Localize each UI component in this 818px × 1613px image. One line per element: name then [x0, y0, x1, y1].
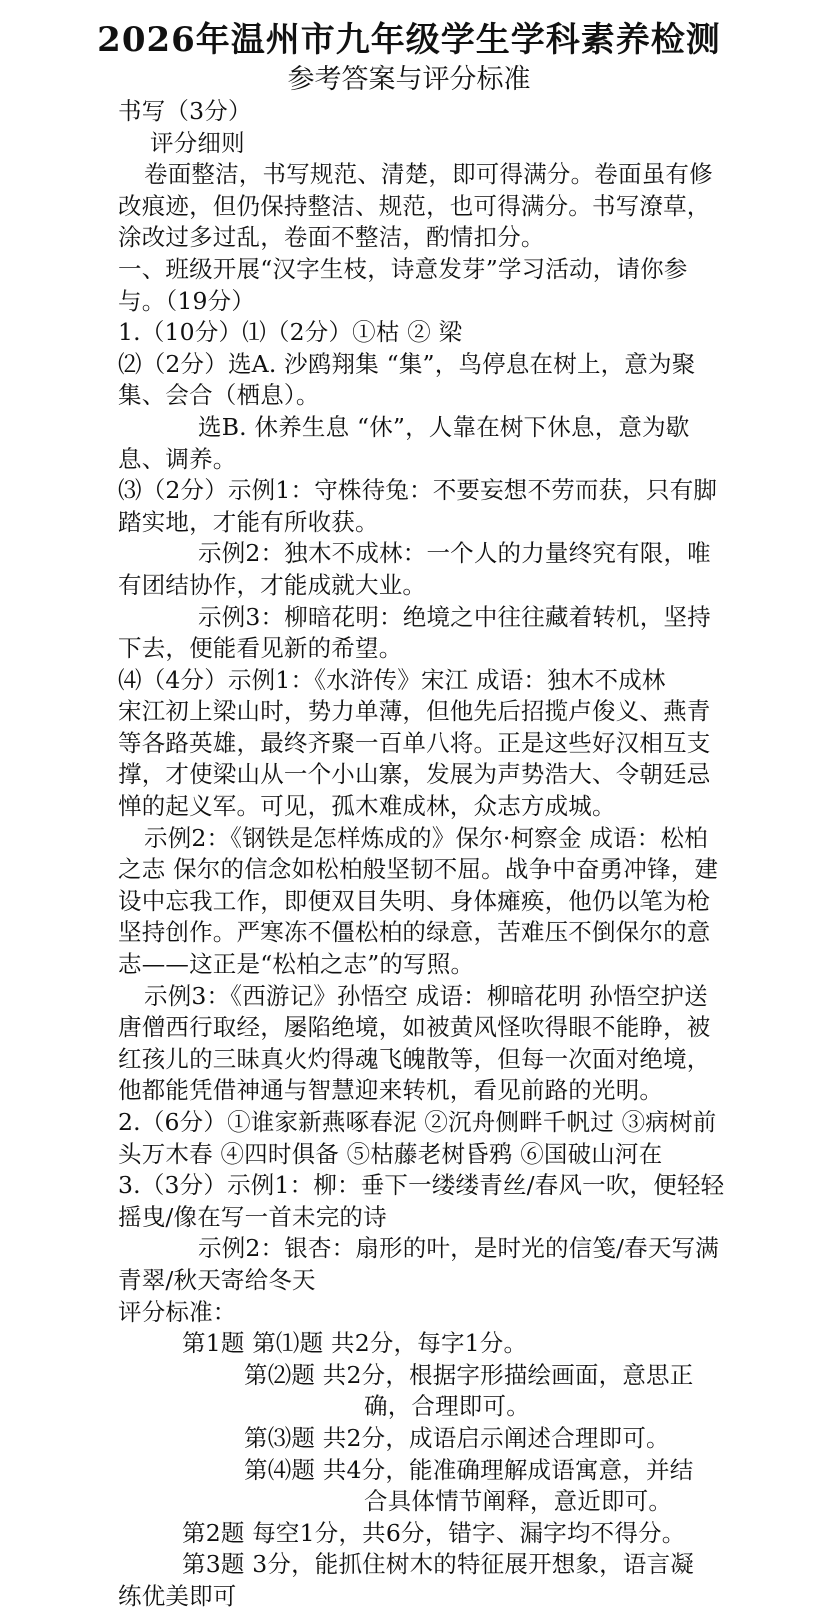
q1-part2-option-a: ⑵（2分）选A. 沙鸥翔集 “集”，鸟停息在树上，意为聚集、会合（栖息）。 — [118, 349, 696, 410]
q3-example1: 3.（3分）示例1：柳：垂下一缕缕青丝/春风一吹，便轻轻摇曳/像在写一首未完的诗 — [118, 1171, 725, 1231]
q1-part3-example3: 示例3：柳暗花明：绝境之中往往藏着转机，坚持下去，便能看见新的希望。 — [118, 602, 711, 663]
scoring-heading: 评分标准： — [118, 1297, 237, 1326]
q3-example2: 示例2：银杏：扇形的叶，是时光的信笺/春天写满青翠/秋天寄给冬天 — [118, 1234, 719, 1294]
scoring-q2: 第2题 每空1分，共6分，错字、漏字均不得分。 — [182, 1518, 686, 1547]
q1-part4-example1-body: 宋江初上梁山时，势力单薄，但他先后招揽卢俊义、燕青等各路英雄，最终齐聚一百单八将。正是这些好汉相互支撑，才使梁山从一个小山寨，发展为声势浩大、令朝廷忌惮的起义军。可见，孤木难成林，众志方成城。 — [118, 697, 711, 821]
scoring-q3-a: 第3题 3分，能抓住树木的特征展开想象，语言凝 — [182, 1550, 694, 1579]
writing-heading: 书写（3分） — [118, 97, 252, 125]
q1-part4-example2: 示例2：《钢铁是怎样炼成的》保尔·柯察金 成语：松柏之志 保尔的信念如松柏般坚韧不屈。战争中奋勇冲锋，建设中忘我工作，即便双目失明、身体瘫痪，他仍以笔为枪坚持创作。严寒冻不僵松柏的绿意，苦难压不倒保尔的意志——这正是“松柏之志”的写照。 — [118, 823, 719, 979]
scoring-q1-part2-a: 第⑵题 共2分，根据字形描绘画面，意思正 — [244, 1360, 694, 1389]
scoring-q1-part3: 第⑶题 共2分，成语启示阐述合理即可。 — [244, 1423, 670, 1452]
q1-part2-option-b: 选B. 休养生息 “休”，人靠在树下休息，意为歇息、调养。 — [118, 412, 690, 473]
page-title: 2026年温州市九年级学生学科素养检测 — [97, 20, 721, 60]
scoring-q1-part4-a: 第⑷题 共4分，能准确理解成语寓意，并结 — [244, 1455, 694, 1484]
q1-part4-example1-head: ⑷（4分）示例1：《水浒传》宋江 成语：独木不成林 — [118, 665, 666, 694]
scoring-q1-part2-b: 确，合理即可。 — [364, 1392, 530, 1421]
scoring-q1-part1: 第1题 第⑴题 共2分，每字1分。 — [182, 1329, 528, 1358]
q1-part4-example3: 示例3：《西游记》孙悟空 成语：柳暗花明 孙悟空护送唐僧西行取经，屡陷绝境，如被黄风怪吹得眼不能睁，被红孩儿的三昧真火灼得魂飞魄散等，但每一次面对绝境，他都能凭借神通与智慧迎来转机，看见前路的光明。 — [118, 981, 711, 1105]
scoring-q1-part4-b: 合具体情节阐释，意近即可。 — [364, 1487, 673, 1516]
writing-rule-title: 评分细则 — [150, 128, 245, 157]
writing-rule-text: 卷面整洁，书写规范、清楚，即可得满分。卷面虽有修改痕迹，但仍保持整洁、规范，也可得满分。书写潦草，涂改过多过乱，卷面不整洁，酌情扣分。 — [118, 160, 713, 252]
q2-answers: 2.（6分）①谁家新燕啄春泥 ②沉舟侧畔千帆过 ③病树前头万木春 ④四时俱备 ⑤枯藤老树昏鸦 ⑥国破山河在 — [118, 1108, 717, 1168]
q1-part3-example1: ⑶（2分）示例1：守株待兔：不要妄想不劳而获，只有脚踏实地，才能有所收获。 — [118, 476, 718, 536]
q1-part1: 1.（10分）⑴（2分）①枯 ② 梁 — [118, 318, 463, 347]
scoring-q3-b: 练优美即可 — [118, 1581, 237, 1610]
section1-heading: 一、班级开展“汉字生枝，诗意发芽”学习活动，请你参与。（19分） — [118, 254, 688, 315]
q1-part3-example2: 示例2：独木不成林：一个人的力量终究有限，唯有团结协作，才能成就大业。 — [118, 539, 711, 599]
answer-content — [118, 96, 728, 1613]
page-subtitle: 参考答案与评分标准 — [287, 64, 531, 95]
